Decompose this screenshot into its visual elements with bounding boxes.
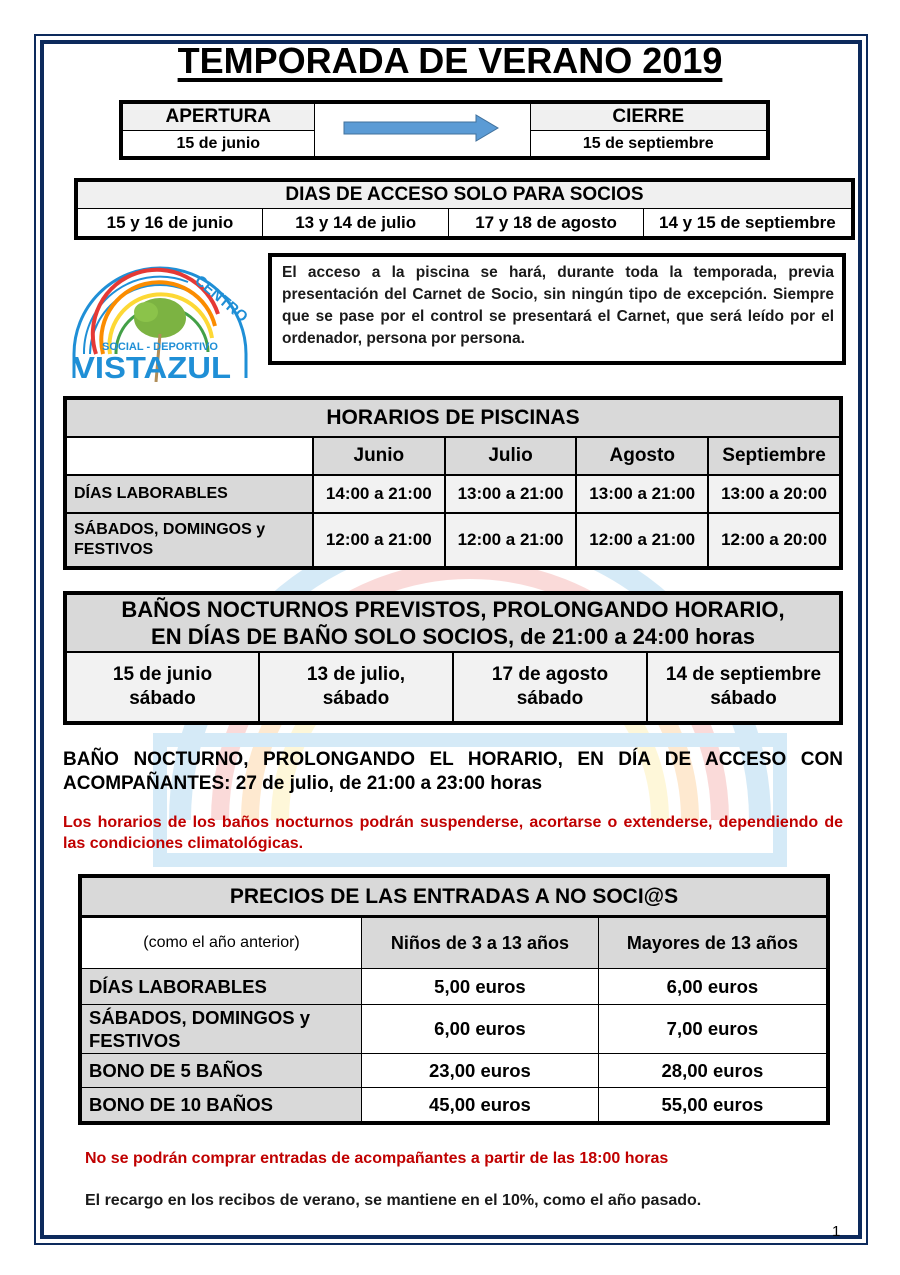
access-notice: El acceso a la piscina se hará, durante toda la temporada, previa presentación del Carnet de Socio, sin ningún tipo de excepción. Siempre que se pase por el control se presentará el Carnet, que será leído por el ordenador, persona por persona. <box>268 253 846 365</box>
night-swim-date-text: 15 de junio <box>112 664 213 685</box>
row-label: SÁBADOS, DOMINGOS y FESTIVOS <box>65 513 313 568</box>
price-column-header: Niños de 3 a 13 años <box>362 917 599 969</box>
season-table <box>119 100 770 160</box>
night-swim-day: sábado <box>322 688 390 709</box>
table-row <box>65 475 841 513</box>
vistazul-logo <box>68 254 252 382</box>
opening-date: 15 de junio <box>121 131 314 159</box>
price-cell: 28,00 euros <box>598 1054 828 1088</box>
companion-night-swim <box>63 748 843 796</box>
night-swim-day: sábado <box>516 688 584 709</box>
month-header: Julio <box>445 437 577 475</box>
night-swim-date <box>65 652 259 723</box>
arrow-cell <box>314 102 530 158</box>
access-day: 15 y 16 de junio <box>76 209 262 239</box>
row-label: DÍAS LABORABLES <box>80 969 362 1005</box>
access-day: 13 y 14 de julio <box>262 209 448 239</box>
page-title <box>0 40 900 82</box>
pool-hours-table <box>63 396 843 570</box>
opening-label: APERTURA <box>121 102 314 131</box>
weather-warning: Los horarios de los baños nocturnos podrán suspenderse, acortarse o extenderse, dependiendo de las condiciones climatológicas. <box>63 814 843 852</box>
month-header: Junio <box>313 437 445 475</box>
row-label: BONO DE 10 BAÑOS <box>80 1088 362 1124</box>
table-row <box>65 513 841 568</box>
page-title-text: TEMPORADA DE VERANO 2019 <box>177 40 723 81</box>
hours-cell: 13:00 a 21:00 <box>576 475 708 513</box>
table-row <box>80 969 828 1005</box>
price-cell: 45,00 euros <box>362 1088 599 1124</box>
hours-cell: 14:00 a 21:00 <box>313 475 445 513</box>
hours-cell: 12:00 a 20:00 <box>708 513 841 568</box>
access-days-header: DIAS DE ACCESO SOLO PARA SOCIOS <box>76 180 853 209</box>
table-row <box>80 1005 828 1054</box>
prices-table <box>78 874 830 1125</box>
price-cell: 23,00 euros <box>362 1054 599 1088</box>
night-swim-day: sábado <box>710 688 777 709</box>
table-row <box>80 1088 828 1124</box>
access-day: 17 y 18 de agosto <box>449 209 643 239</box>
row-label: SÁBADOS, DOMINGOS y FESTIVOS <box>80 1005 362 1054</box>
night-swim-date <box>259 652 453 723</box>
companion-ticket-note: No se podrán comprar entradas de acompañantes a partir de las 18:00 horas <box>85 1150 669 1167</box>
table-row <box>80 1054 828 1088</box>
night-swims-header-line2: EN DÍAS DE BAÑO SOLO SOCIOS, de 21:00 a 24:00 horas <box>151 624 755 649</box>
night-swims-table <box>63 591 843 725</box>
price-cell: 7,00 euros <box>598 1005 828 1054</box>
pool-hours-title: HORARIOS DE PISCINAS <box>65 398 841 437</box>
month-header: Septiembre <box>708 437 841 475</box>
hours-cell: 12:00 a 21:00 <box>445 513 577 568</box>
night-swim-day: sábado <box>129 688 196 709</box>
access-day: 14 y 15 de septiembre <box>643 209 853 239</box>
empty-header-cell <box>65 437 313 475</box>
price-cell: 6,00 euros <box>362 1005 599 1054</box>
night-swim-date-text: 13 de julio, <box>306 664 406 685</box>
logo-word-centro: CENTRO <box>191 272 251 326</box>
logo-word-vistazul: VISTAZUL <box>73 350 231 382</box>
closing-label: CIERRE <box>530 102 768 131</box>
price-cell: 55,00 euros <box>598 1088 828 1124</box>
night-swim-date <box>647 652 841 723</box>
night-swim-date-text: 14 de septiembre <box>665 664 822 685</box>
prices-title: PRECIOS DE LAS ENTRADAS A NO SOCI@S <box>80 876 828 917</box>
right-arrow-icon <box>342 113 502 143</box>
companion-night-swim-heading: BAÑO NOCTURNO, PROLONGANDO EL HORARIO, EN DÍA DE ACCESO CON ACOMPAÑANTES: <box>63 749 843 794</box>
price-column-header: Mayores de 13 años <box>598 917 828 969</box>
night-swims-header-line1: BAÑOS NOCTURNOS PREVISTOS, PROLONGANDO HORARIO, <box>121 597 785 622</box>
row-label: DÍAS LABORABLES <box>65 475 313 513</box>
hours-cell: 13:00 a 21:00 <box>445 475 577 513</box>
hours-cell: 12:00 a 21:00 <box>576 513 708 568</box>
night-swim-date-text: 17 de agosto <box>491 664 609 685</box>
prices-subtitle: (como el año anterior) <box>80 917 362 969</box>
access-days-table <box>74 178 855 240</box>
hours-cell: 13:00 a 20:00 <box>708 475 841 513</box>
hours-cell: 12:00 a 21:00 <box>313 513 445 568</box>
companion-night-swim-detail: 27 de julio, de 21:00 a 23:00 horas <box>235 773 543 794</box>
closing-date: 15 de septiembre <box>530 131 768 159</box>
row-label: BONO DE 5 BAÑOS <box>80 1054 362 1088</box>
page-number: 1 <box>832 1223 841 1240</box>
surcharge-note: El recargo en los recibos de verano, se mantiene en el 10%, como el año pasado. <box>85 1192 702 1209</box>
price-cell: 5,00 euros <box>362 969 599 1005</box>
price-cell: 6,00 euros <box>598 969 828 1005</box>
month-header: Agosto <box>576 437 708 475</box>
night-swim-date <box>453 652 647 723</box>
night-swims-header <box>65 593 841 652</box>
logo-word-social: SOCIAL - DEPORTIVO <box>102 341 218 353</box>
